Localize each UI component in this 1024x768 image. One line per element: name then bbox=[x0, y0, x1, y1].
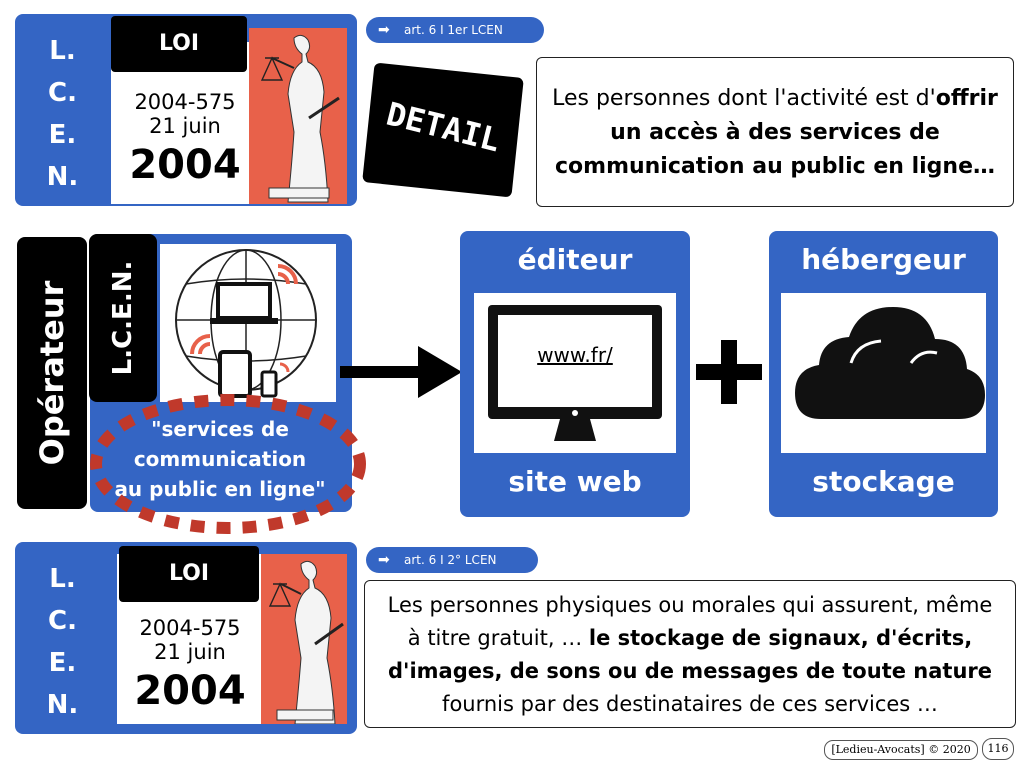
editeur-url: www.fr/ bbox=[537, 343, 613, 367]
letter-c: C. bbox=[48, 606, 77, 636]
editeur-inner bbox=[474, 293, 676, 453]
services-line3: au public en ligne" bbox=[114, 477, 326, 501]
lcen-vertical-letters bbox=[15, 558, 110, 726]
bquote-line1: Les personnes physiques ou morales qui assurent, même bbox=[387, 593, 993, 617]
law-number: 2004-575 bbox=[139, 616, 241, 640]
editeur-caption: site web bbox=[508, 465, 642, 498]
quote-line2: un accès à des services de bbox=[610, 120, 940, 145]
globe-devices-icon bbox=[160, 244, 336, 402]
quote-line1-bold: offrir bbox=[935, 86, 998, 111]
arrow-right-icon: ➡ bbox=[378, 22, 390, 38]
dotted-highlight-ellipse bbox=[88, 392, 368, 540]
letter-e: E. bbox=[48, 648, 77, 678]
justice-statue-icon bbox=[261, 554, 347, 724]
bquote-line2-bold: le stockage de signaux, d'écrits, bbox=[588, 626, 973, 650]
quote-line1: Les personnes dont l'activité est d' bbox=[552, 86, 936, 111]
law-number: 2004-575 bbox=[134, 90, 236, 114]
quote-line3: communication au public en ligne… bbox=[554, 154, 995, 179]
justice-statue-image bbox=[249, 28, 347, 204]
operator-label-box bbox=[17, 237, 87, 509]
operator-label: Opérateur bbox=[33, 280, 71, 466]
bquote-line3: d'images, de sons ou de messages de toute nature bbox=[387, 659, 992, 683]
lcen-label-box bbox=[89, 234, 157, 402]
cloud-icon bbox=[781, 293, 986, 453]
letter-e: E. bbox=[48, 120, 77, 150]
loi-label: LOI bbox=[119, 546, 259, 602]
lcen-label: L.C.E.N. bbox=[108, 260, 138, 376]
lcen-vertical-letters bbox=[15, 30, 110, 198]
monitor-icon bbox=[474, 293, 676, 453]
letter-l: L. bbox=[49, 36, 76, 66]
law-year: 2004 bbox=[134, 668, 246, 714]
hebergeur-card bbox=[769, 231, 998, 517]
bottom-definition-quote bbox=[364, 580, 1016, 728]
bottom-article-ref: ➡ art. 6 I 2° LCEN bbox=[366, 547, 538, 573]
law-date: 21 juin bbox=[149, 114, 221, 138]
detail-text: DETAIL bbox=[382, 94, 504, 160]
arrow-right-icon: ➡ bbox=[378, 552, 390, 568]
hebergeur-title: hébergeur bbox=[801, 243, 966, 276]
bottom-law-card bbox=[15, 542, 357, 734]
bquote-line4: fournis par des destinataires de ces services … bbox=[442, 692, 938, 716]
justice-statue-image bbox=[261, 554, 347, 724]
letter-l: L. bbox=[49, 564, 76, 594]
hebergeur-inner bbox=[781, 293, 986, 453]
editeur-card bbox=[460, 231, 690, 517]
services-line2: communication bbox=[133, 447, 307, 471]
footer-page-number: 116 bbox=[982, 738, 1014, 760]
arrow-right-icon bbox=[340, 342, 464, 402]
top-definition-quote bbox=[536, 57, 1014, 207]
bquote-line2: à titre gratuit, … bbox=[407, 626, 589, 650]
footer-copyright: [Ledieu-Avocats] © 2020 bbox=[824, 740, 978, 760]
letter-n: N. bbox=[46, 162, 79, 192]
detail-stamp bbox=[362, 62, 524, 197]
services-line1: "services de bbox=[151, 417, 289, 441]
top-law-card bbox=[15, 14, 357, 206]
hebergeur-caption: stockage bbox=[812, 465, 955, 498]
editeur-title: éditeur bbox=[517, 243, 633, 276]
law-date: 21 juin bbox=[154, 640, 226, 664]
plus-icon bbox=[692, 338, 766, 406]
letter-n: N. bbox=[46, 690, 79, 720]
loi-label: LOI bbox=[111, 16, 247, 72]
law-year: 2004 bbox=[129, 142, 241, 188]
top-article-ref: ➡ art. 6 I 1er LCEN bbox=[366, 17, 544, 43]
globe-panel bbox=[160, 244, 336, 402]
justice-statue-icon bbox=[249, 28, 347, 204]
letter-c: C. bbox=[48, 78, 77, 108]
